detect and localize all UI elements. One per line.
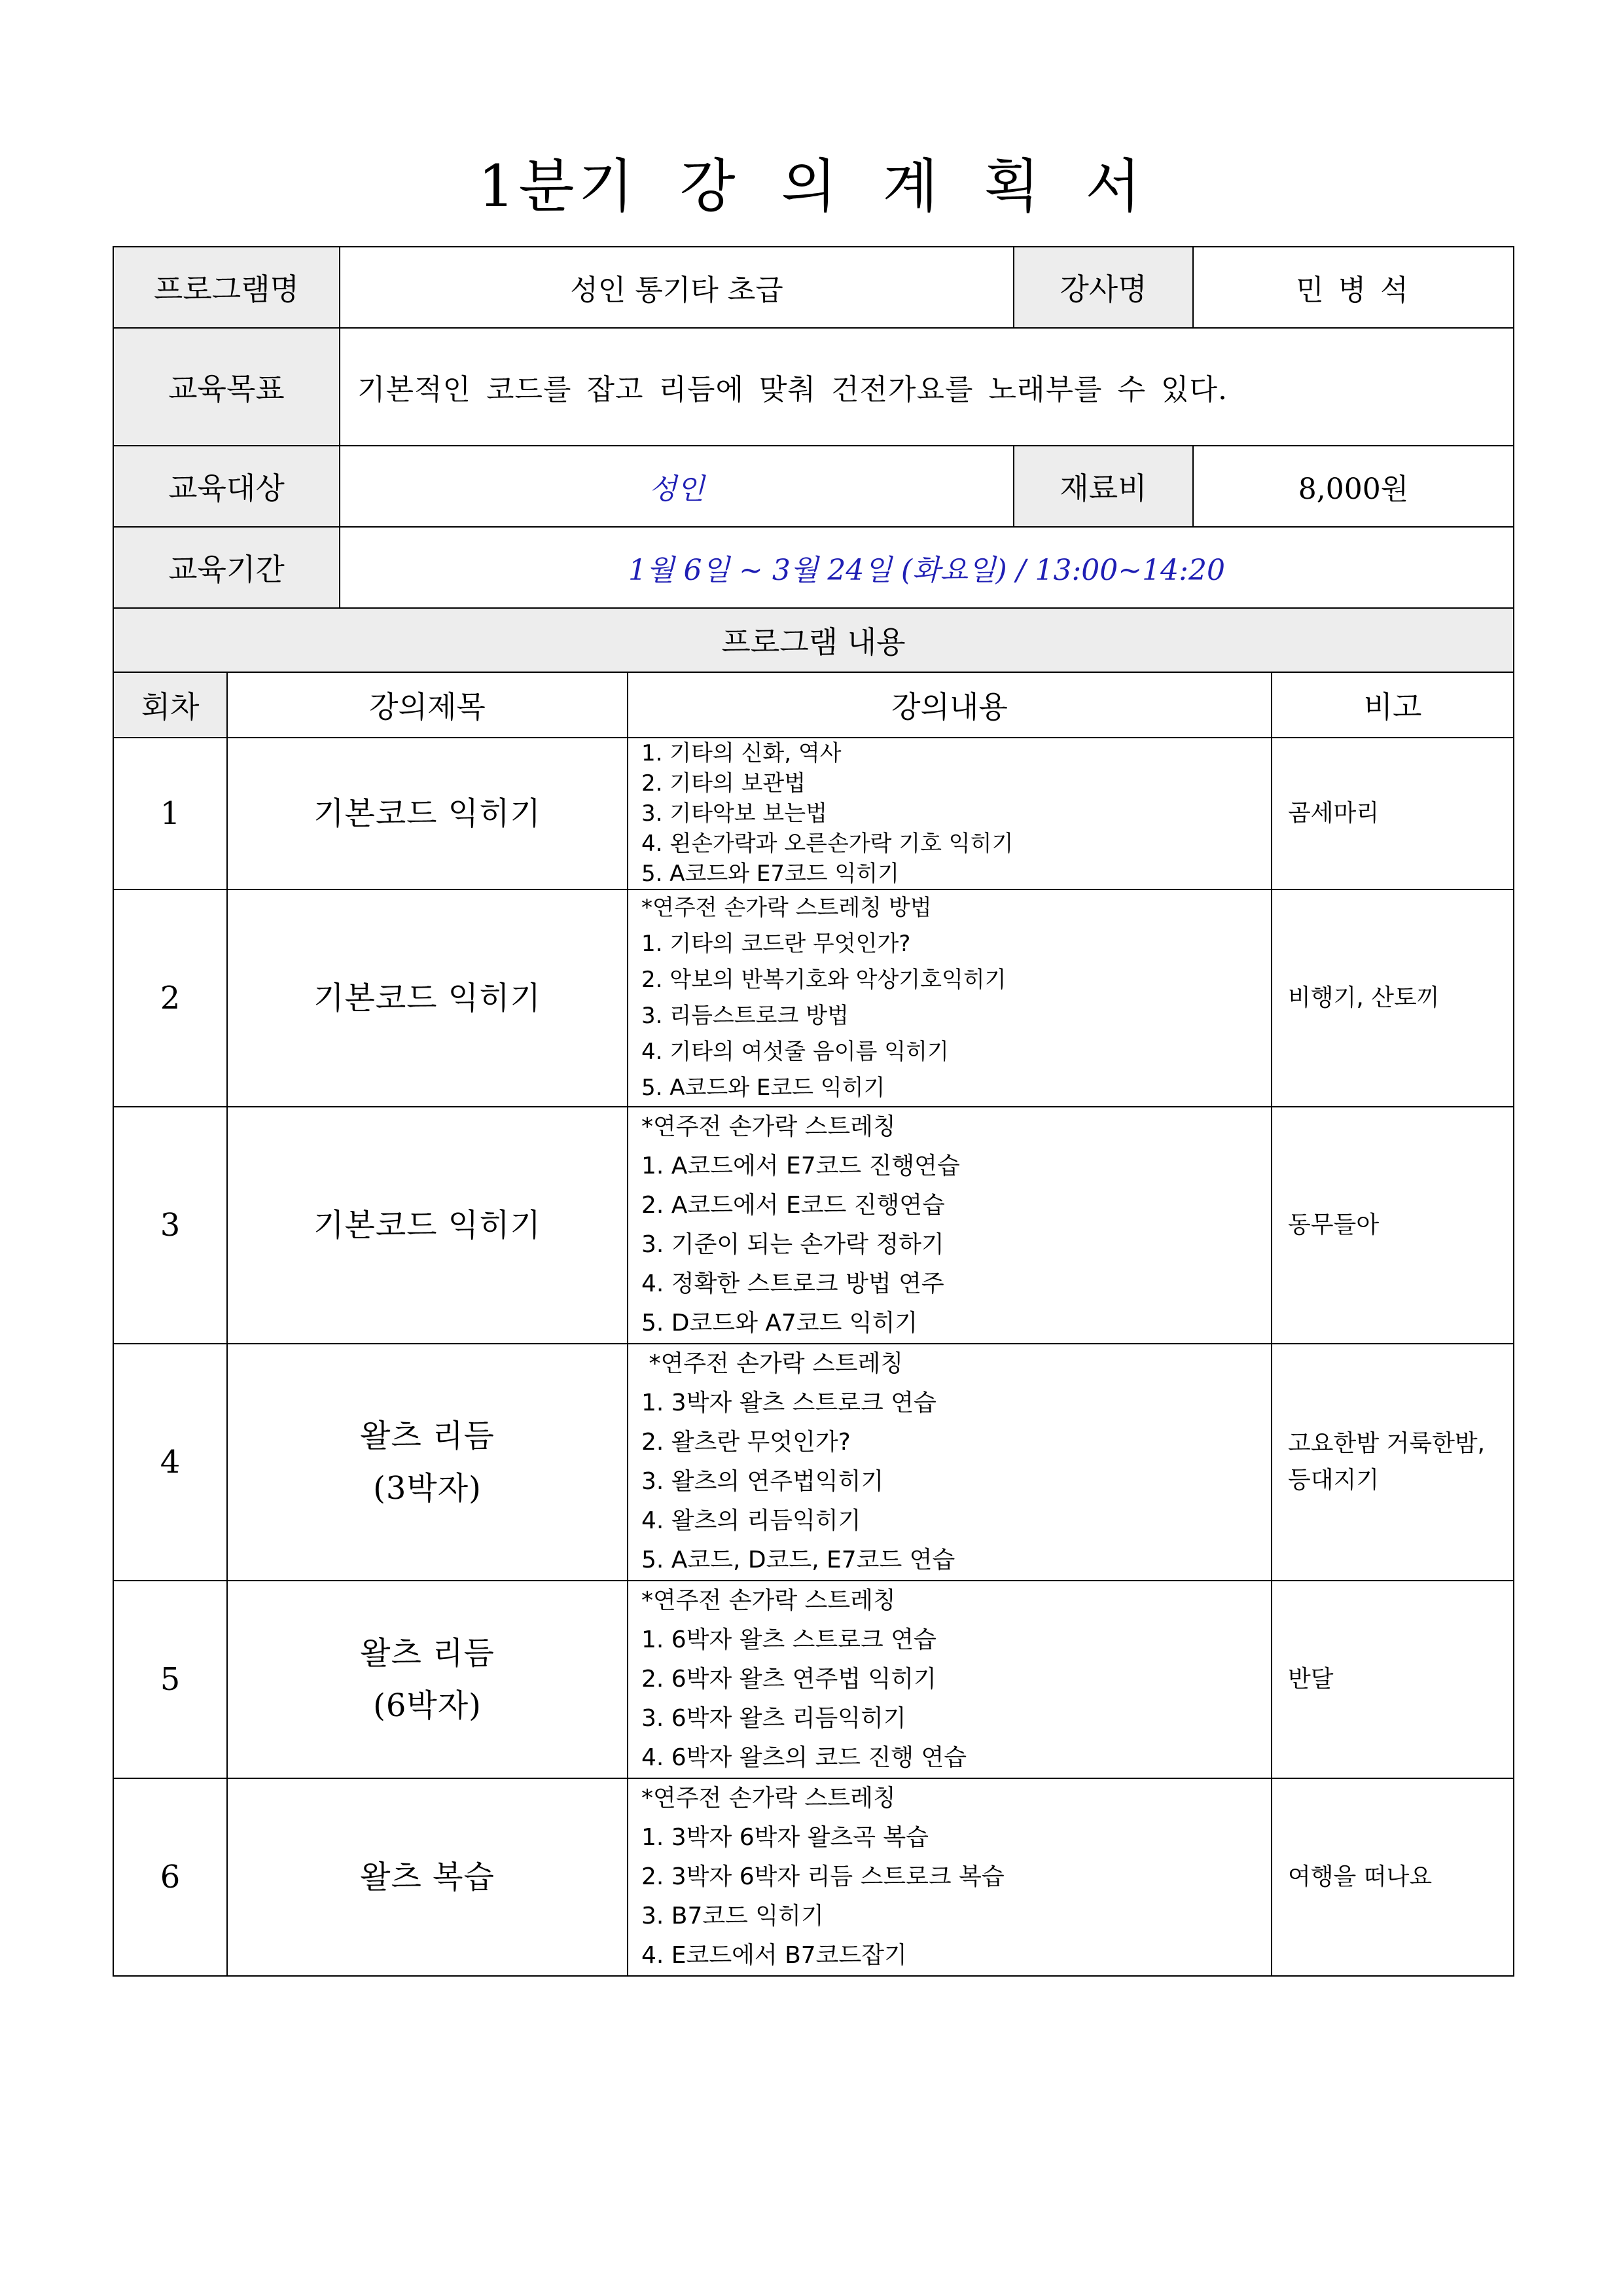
content-line: *연주전 손가락 스트레칭 bbox=[641, 1785, 896, 1812]
remarks-line: 여행을 떠나요 bbox=[1288, 1863, 1433, 1890]
lecture-title-line: 기본코드 익히기 bbox=[313, 1207, 541, 1244]
content-line: 2. 악보의 반복기호와 악상기호익히기 bbox=[641, 967, 1007, 993]
content-line: 2. 왈츠란 무엇인가? bbox=[641, 1429, 851, 1456]
remarks-line: 곰세마리 bbox=[1288, 800, 1380, 827]
lecture-title-line: 기본코드 익히기 bbox=[313, 980, 541, 1016]
lecture-title bbox=[227, 1778, 628, 1976]
target-label: 교육대상 bbox=[113, 446, 340, 527]
goal-label: 교육목표 bbox=[113, 328, 340, 446]
content-line: 1. 3박자 6박자 왈츠곡 복습 bbox=[641, 1824, 929, 1851]
lecture-title-line: (3박자) bbox=[373, 1470, 482, 1507]
remarks-line: 반달 bbox=[1288, 1666, 1334, 1693]
remarks-line: 비행기, 산토끼 bbox=[1288, 984, 1440, 1011]
session-row bbox=[113, 1581, 1514, 1778]
remarks bbox=[1272, 1344, 1514, 1581]
content-line: 4. 6박자 왈츠의 코드 진행 연습 bbox=[641, 1744, 967, 1771]
lecture-content bbox=[628, 1778, 1272, 1976]
lecture-title-line: 왈츠 리듬 bbox=[360, 1418, 495, 1454]
program-value: 성인 통기타 초급 bbox=[340, 247, 1014, 328]
content-line: 1. 기타의 코드란 무엇인가? bbox=[641, 931, 911, 957]
period-label: 교육기간 bbox=[113, 527, 340, 608]
content-line: 1. 기타의 신화, 역사 bbox=[641, 740, 842, 766]
lecture-title-line: 왈츠 리듬 bbox=[360, 1635, 495, 1672]
content-line: 1. 6박자 왈츠 스트로크 연습 bbox=[641, 1626, 936, 1653]
session-number: 5 bbox=[113, 1581, 227, 1778]
session-number: 6 bbox=[113, 1778, 227, 1976]
program-label: 프로그램명 bbox=[113, 247, 340, 328]
session-row bbox=[113, 1344, 1514, 1581]
content-line: 5. A코드와 E7코드 익히기 bbox=[641, 861, 899, 887]
header-lecture-title: 강의제목 bbox=[227, 672, 628, 738]
remarks-line: 등대지기 bbox=[1288, 1467, 1380, 1494]
header-lecture-content: 강의내용 bbox=[628, 672, 1272, 738]
remarks bbox=[1272, 1778, 1514, 1976]
remarks-line: 동무들아 bbox=[1288, 1211, 1380, 1238]
plan-body bbox=[113, 738, 1514, 1976]
content-line: 4. 정확한 스트로크 방법 연주 bbox=[641, 1270, 944, 1297]
content-line: 2. 3박자 6박자 리듬 스트로크 복습 bbox=[641, 1863, 1005, 1890]
header-row bbox=[113, 672, 1514, 738]
content-line: 5. A코드, D코드, E7코드 연습 bbox=[641, 1547, 955, 1573]
document-title: 1분기 강 의 계 획 서 bbox=[478, 152, 1145, 220]
content-line: 4. 왼손가락과 오른손가락 기호 익히기 bbox=[641, 831, 1014, 857]
session-row bbox=[113, 889, 1514, 1107]
period-row bbox=[113, 527, 1514, 608]
lecture-title bbox=[227, 1107, 628, 1344]
goal-value: 기본적인 코드를 잡고 리듬에 맞춰 건전가요를 노래부를 수 있다. bbox=[340, 328, 1514, 446]
content-line: 1. 3박자 왈츠 스트로크 연습 bbox=[641, 1390, 936, 1416]
remarks-line: 고요한밤 거룩한밤, bbox=[1288, 1430, 1486, 1457]
remarks bbox=[1272, 889, 1514, 1107]
lecture-title-line: 왈츠 복습 bbox=[360, 1859, 495, 1895]
content-line: 3. 왈츠의 연주법익히기 bbox=[641, 1468, 884, 1495]
session-number: 3 bbox=[113, 1107, 227, 1344]
header-remarks: 비고 bbox=[1272, 672, 1514, 738]
goal-row bbox=[113, 328, 1514, 446]
lecture-content bbox=[628, 738, 1272, 889]
content-line: 2. A코드에서 E코드 진행연습 bbox=[641, 1192, 945, 1219]
target-value: 성인 bbox=[340, 446, 1014, 527]
period-value: 1월 6일 ~ 3월 24일 (화요일) / 13:00~14:20 bbox=[340, 527, 1514, 608]
lecture-title bbox=[227, 1581, 628, 1778]
content-line: 3. 리듬스트로크 방법 bbox=[641, 1003, 849, 1029]
content-line: 3. 6박자 왈츠 리듬익히기 bbox=[641, 1705, 906, 1732]
content-line: 2. 기타의 보관법 bbox=[641, 770, 806, 797]
lecture-title bbox=[227, 889, 628, 1107]
content-line: 5. A코드와 E코드 익히기 bbox=[641, 1075, 885, 1101]
content-line: *연주전 손가락 스트레칭 방법 bbox=[641, 895, 932, 921]
content-line: 3. 기타악보 보는법 bbox=[641, 800, 827, 827]
target-row bbox=[113, 446, 1514, 527]
instructor-label: 강사명 bbox=[1014, 247, 1193, 328]
remarks bbox=[1272, 1107, 1514, 1344]
remarks bbox=[1272, 1581, 1514, 1778]
content-line: 2. 6박자 왈츠 연주법 익히기 bbox=[641, 1666, 936, 1693]
session-row bbox=[113, 1778, 1514, 1976]
lecture-content bbox=[628, 1581, 1272, 1778]
session-row bbox=[113, 1107, 1514, 1344]
lecture-title-line: (6박자) bbox=[373, 1687, 482, 1724]
program-row bbox=[113, 247, 1514, 328]
content-line: 5. D코드와 A7코드 익히기 bbox=[641, 1310, 918, 1336]
info-table bbox=[113, 246, 1514, 609]
session-number: 2 bbox=[113, 889, 227, 1107]
content-line: 1. A코드에서 E7코드 진행연습 bbox=[641, 1153, 960, 1179]
lecture-title bbox=[227, 738, 628, 889]
content-line: *연주전 손가락 스트레칭 bbox=[641, 1350, 904, 1377]
header-session: 회차 bbox=[113, 672, 227, 738]
session-row bbox=[113, 738, 1514, 889]
lecture-title-line: 기본코드 익히기 bbox=[313, 795, 541, 832]
content-line: 3. B7코드 익히기 bbox=[641, 1903, 824, 1929]
remarks bbox=[1272, 738, 1514, 889]
session-number: 4 bbox=[113, 1344, 227, 1581]
session-number: 1 bbox=[113, 738, 227, 889]
lecture-content bbox=[628, 1344, 1272, 1581]
content-line: 4. E코드에서 B7코드잡기 bbox=[641, 1942, 907, 1969]
content-line: *연주전 손가락 스트레칭 bbox=[641, 1587, 896, 1614]
content-line: *연주전 손가락 스트레칭 bbox=[641, 1113, 896, 1140]
section-title-row bbox=[113, 608, 1514, 672]
content-line: 4. 왈츠의 리듬익히기 bbox=[641, 1507, 861, 1534]
content-line: 3. 기준이 되는 손가락 정하기 bbox=[641, 1231, 944, 1258]
lecture-title bbox=[227, 1344, 628, 1581]
program-content-table bbox=[113, 607, 1514, 1977]
fee-label: 재료비 bbox=[1014, 446, 1193, 527]
instructor-value: 민 병 석 bbox=[1193, 247, 1514, 328]
section-title: 프로그램 내용 bbox=[113, 608, 1514, 672]
lecture-content bbox=[628, 1107, 1272, 1344]
fee-value: 8,000원 bbox=[1193, 446, 1514, 527]
lecture-content bbox=[628, 889, 1272, 1107]
content-line: 4. 기타의 여섯줄 음이름 익히기 bbox=[641, 1039, 949, 1065]
